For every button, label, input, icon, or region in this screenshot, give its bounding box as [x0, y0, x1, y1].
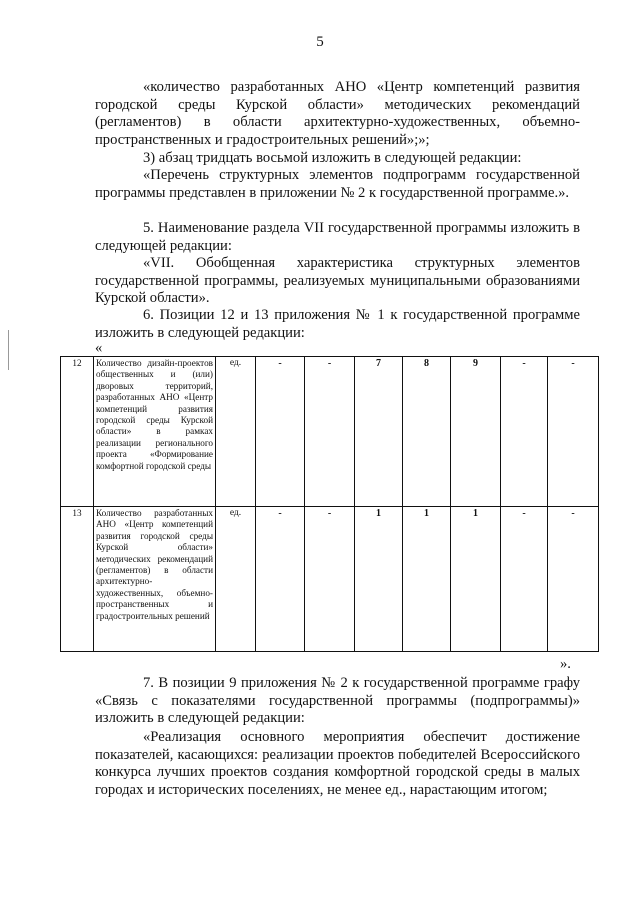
- paragraph-3: «Перечень структурных элементов подпрограмм государственной программы представлен в приложении № 2 к государственной программе.».: [95, 167, 580, 201]
- paragraph-8: «Реализация основного мероприятия обеспечит достижение показателей, касающихся: реализации проектов победителей Всероссийского конкурса лучших проектов создания комфортной городской среды в малых городах и исторических поселениях, не менее ед., нарастающим итогом;: [95, 729, 580, 798]
- close-quote: ».: [560, 656, 571, 672]
- value-cell: -: [256, 357, 305, 507]
- open-quote: «: [95, 340, 103, 356]
- value-cell: 1: [355, 507, 403, 652]
- unit-cell: ед.: [216, 507, 256, 652]
- page-number: 5: [316, 34, 324, 50]
- indicator-name: Количество дизайн-проектов общественных и (или) дворовых территорий, разработанных АНО «Центр компетенций развития городской среды Курской области» в рамках реализации регионального проекта «Формирование комфортной городской среды: [94, 357, 216, 507]
- paragraph-7: 7. В позиции 9 приложения № 2 к государственной программе графу «Связь с показателями государственной программы (подпрограммы)» изложить в следующей редакции:: [95, 675, 580, 726]
- paragraph-1: «количество разработанных АНО «Центр компетенций развития городской среды Курской области» методических рекомендаций (регламентов) в области архитектурно-художественных, объемно-пространственных и градостроительных решений»;»;: [95, 79, 580, 148]
- value-cell: -: [256, 507, 305, 652]
- paragraph-5: «VII. Обобщенная характеристика структурных элементов государственной программы, реализуемых муниципальными образованиями Курской области».: [95, 255, 580, 306]
- row-number: 12: [61, 357, 94, 507]
- value-cell: 1: [403, 507, 451, 652]
- value-cell: -: [305, 357, 355, 507]
- value-cell: -: [548, 507, 599, 652]
- positions-table: [60, 356, 599, 652]
- value-cell: -: [501, 357, 548, 507]
- value-cell: 1: [451, 507, 501, 652]
- paragraph-2: 3) абзац тридцать восьмой изложить в следующей редакции:: [143, 150, 522, 166]
- paragraph-6: 6. Позиции 12 и 13 приложения № 1 к государственной программе изложить в следующей редакции:: [95, 307, 580, 341]
- value-cell: -: [305, 507, 355, 652]
- value-cell: -: [501, 507, 548, 652]
- margin-mark: [8, 330, 9, 370]
- row-number: 13: [61, 507, 94, 652]
- table-row: [61, 357, 599, 507]
- value-cell: 8: [403, 357, 451, 507]
- unit-cell: ед.: [216, 357, 256, 507]
- value-cell: 7: [355, 357, 403, 507]
- value-cell: 9: [451, 357, 501, 507]
- paragraph-4: 5. Наименование раздела VII государственной программы изложить в следующей редакции:: [95, 220, 580, 254]
- value-cell: -: [548, 357, 599, 507]
- indicator-name: Количество разработанных АНО «Центр компетенций развития городской среды Курской области» методических рекомендаций (регламентов) в области архитектурно-художественных, объемно-пространственных и градостроительных решений: [94, 507, 216, 652]
- table-row: [61, 507, 599, 652]
